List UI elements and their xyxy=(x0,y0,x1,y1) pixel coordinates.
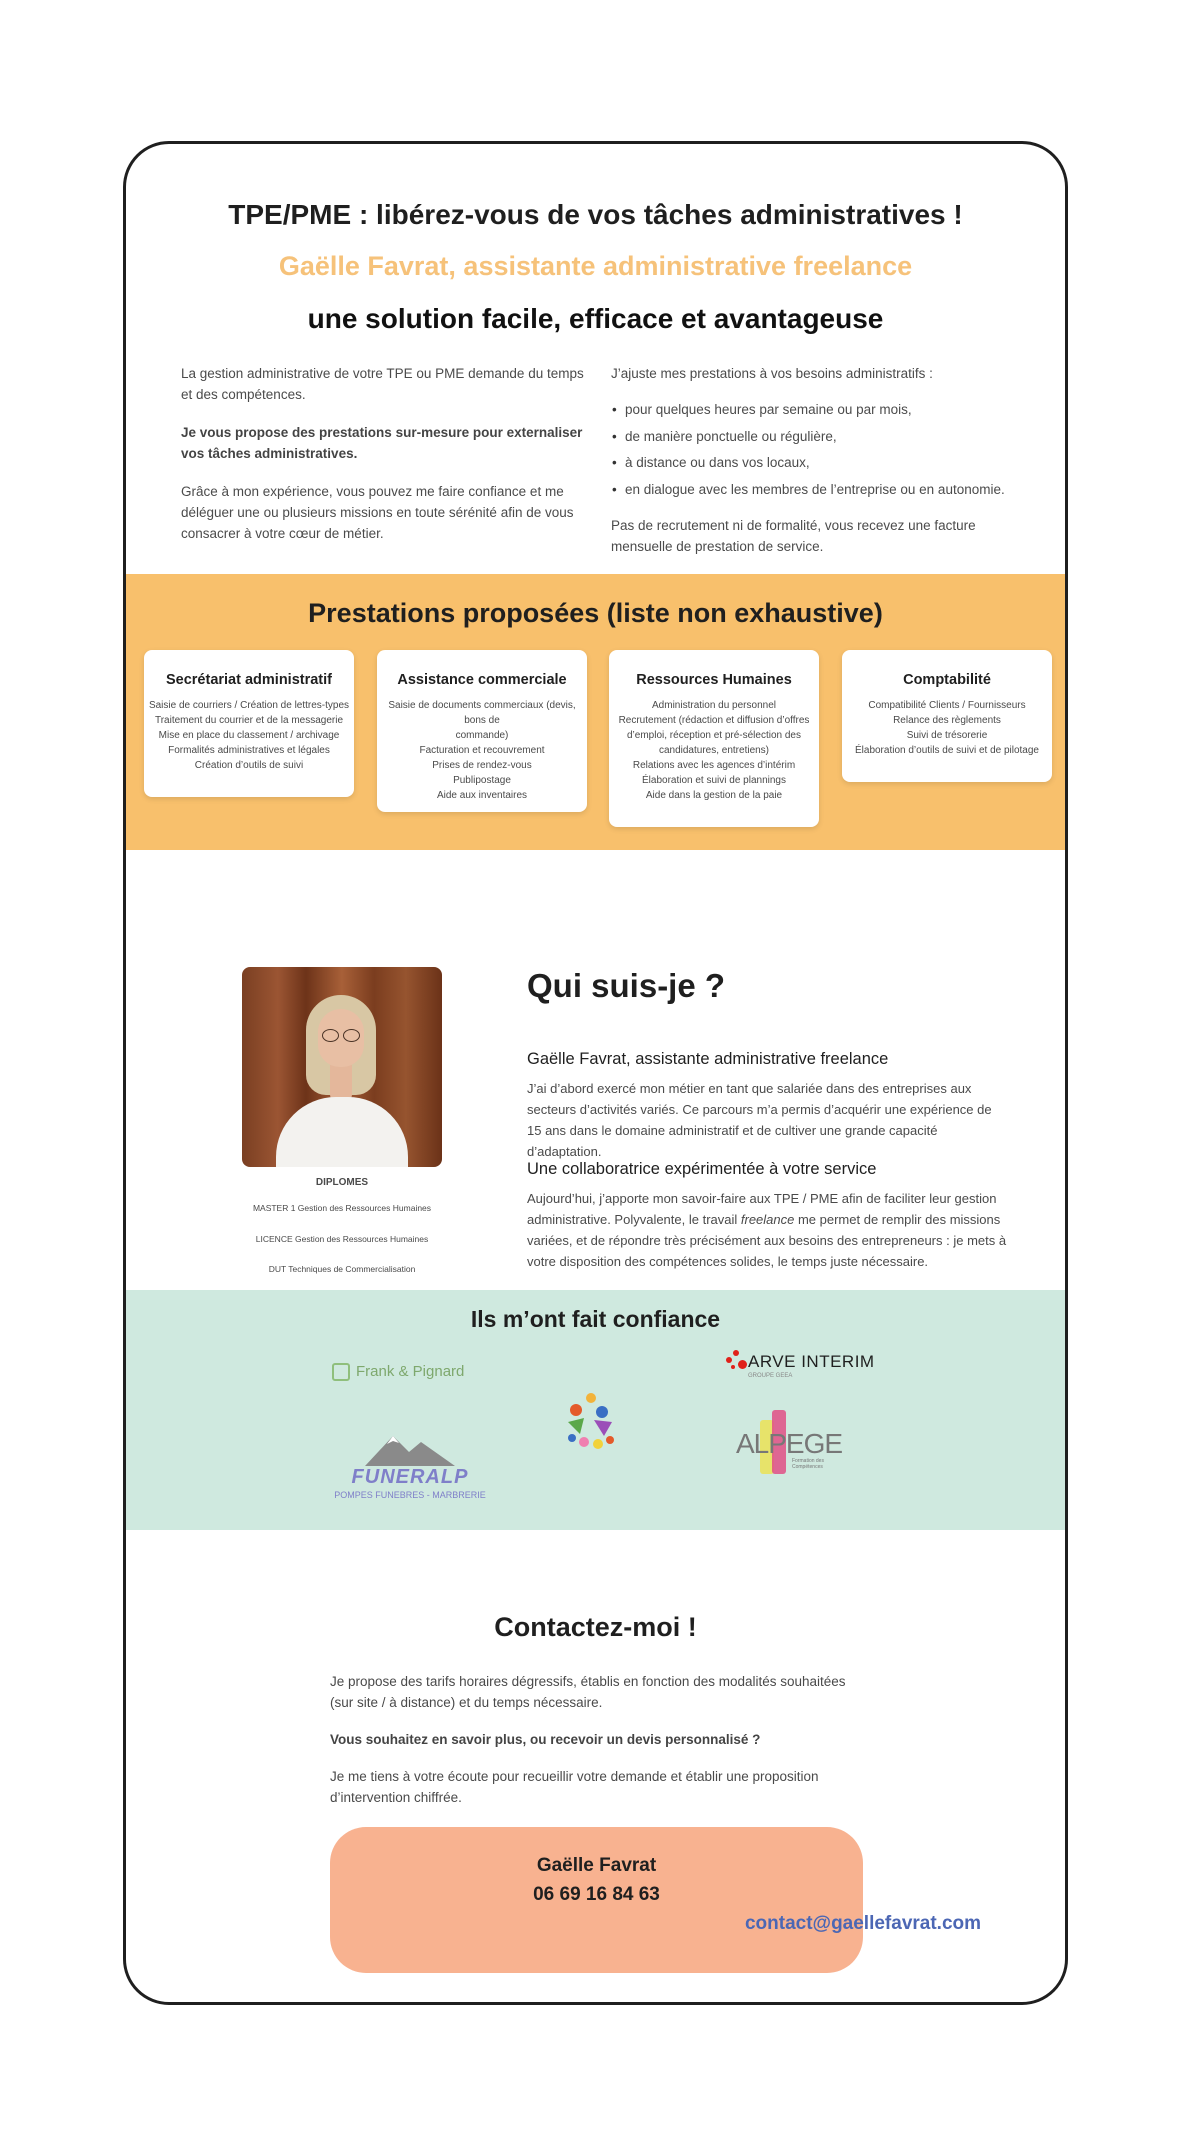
hero-title: TPE/PME : libérez-vous de vos tâches administratives ! xyxy=(228,199,963,230)
hero-list-item: • de manière ponctuelle ou régulière, xyxy=(611,424,1031,451)
contact-paragraph-bold: Vous souhaitez en savoir plus, ou recevoir un devis personnalisé ? xyxy=(330,1732,761,1747)
clients-title: Ils m’ont fait confiance xyxy=(470,1306,721,1332)
service-line: Élaboration et suivi de plannings xyxy=(642,775,786,786)
page-frame xyxy=(123,141,1068,2005)
hero-paragraph: Grâce à mon expérience, vous pouvez me faire confiance et me déléguer une ou plusieurs missions en toute sérénité afin de vous consacrer à votre cœur de métier. xyxy=(181,484,574,541)
service-line: Aide aux inventaires xyxy=(436,790,528,801)
hero-list-item: • pour quelques heures par semaine ou par mois, xyxy=(611,397,1031,424)
service-line: Recrutement (rédaction et diffusion d’offres xyxy=(618,715,810,726)
frank-pignard-logo: Frank & Pignard xyxy=(332,1358,472,1388)
about-paragraph: Aujourd’hui, j’apporte mon savoir-faire aux TPE / PME afin de faciliter leur gestion administrative. Polyvalente, le travail freelance me permet de remplir des missions variées, et de répondre très précisément aux besoins des entrepreneurs : je mets à votre disposition des compétences solides, le temps juste nécessaire. xyxy=(527,1191,1007,1269)
kids-logo-icon xyxy=(556,1388,626,1458)
service-line: Prises de rendez-vous xyxy=(432,760,532,771)
about-title: Qui suis-je ? xyxy=(527,967,726,1004)
service-card-rh xyxy=(609,650,819,827)
diplomes-title: DIPLOMES xyxy=(315,1177,369,1188)
service-card-title: Ressources Humaines xyxy=(636,672,792,688)
diplome-item: MASTER 1 Gestion des Ressources Humaines xyxy=(252,1203,432,1213)
hero-paragraph: La gestion administrative de votre TPE ou PME demande du temps et des compétences. xyxy=(181,366,584,402)
about-heading: Une collaboratrice expérimentée à votre service xyxy=(527,1160,877,1178)
service-line: Création d’outils de suivi xyxy=(194,760,304,771)
service-line: Publipostage xyxy=(453,775,511,786)
hero-list-item: • en dialogue avec les membres de l’entreprise ou en autonomie. xyxy=(611,477,1031,504)
service-line: Relations avec les agences d’intérim xyxy=(632,760,796,771)
diplome-item: DUT Techniques de Commercialisation xyxy=(268,1264,416,1274)
contact-paragraph: Je me tiens à votre écoute pour recueillir votre demande et établir une proposition d’intervention chiffrée. xyxy=(330,1769,819,1805)
contact-paragraph: Je propose des tarifs horaires dégressifs, établis en fonction des modalités souhaitées (sur site / à distance) et du temps nécessaire. xyxy=(330,1674,846,1710)
hero-right-column xyxy=(611,363,1031,574)
hero-list-item: • à distance ou dans vos locaux, xyxy=(611,450,1031,477)
service-card-title: Assistance commerciale xyxy=(397,672,567,688)
hero-tagline: une solution facile, efficace et avantageuse xyxy=(307,303,884,334)
service-line: Saisie de courriers / Création de lettres-types xyxy=(148,700,350,711)
service-line: Facturation et recouvrement xyxy=(419,745,545,756)
service-line: d’emploi, réception et pré-sélection des xyxy=(627,730,801,741)
diplome-item: LICENCE Gestion des Ressources Humaines xyxy=(255,1234,429,1244)
contact-section xyxy=(126,1530,1065,2005)
service-card-secretariat xyxy=(144,650,354,797)
about-heading: Gaëlle Favrat, assistante administrative freelance xyxy=(527,1050,889,1068)
about-section xyxy=(126,850,1065,1290)
service-card-title: Comptabilité xyxy=(903,672,991,688)
hero-list-intro: J’ajuste mes prestations à vos besoins administratifs : xyxy=(611,366,933,381)
contact-card xyxy=(330,1827,982,1973)
service-line: candidatures, entretiens) xyxy=(658,745,770,756)
service-line: Traitement du courrier et de la messagerie xyxy=(154,715,344,726)
hero-section xyxy=(126,144,1065,574)
service-line: Relance des règlements xyxy=(893,715,1001,726)
hero-list xyxy=(611,397,1031,503)
contact-phone[interactable]: 06 69 16 84 63 xyxy=(533,1884,660,1905)
clients-section xyxy=(126,1290,1065,1530)
profile-photo xyxy=(242,967,442,1167)
service-line: Saisie de documents commerciaux (devis, bons de xyxy=(388,700,576,726)
hero-subtitle: Gaëlle Favrat, assistante administrative freelance xyxy=(278,251,913,281)
contact-name: Gaëlle Favrat xyxy=(536,1855,657,1876)
service-line: commande) xyxy=(455,730,509,741)
service-line: Administration du personnel xyxy=(652,700,776,711)
arve-interim-logo: ARVE INTERIM GROUPE GEEA xyxy=(726,1348,866,1388)
service-card-commercial xyxy=(377,650,587,812)
alpege-logo: ALPEGE Formation des Compétences xyxy=(736,1408,826,1480)
service-line: Compatibilité Clients / Fournisseurs xyxy=(868,700,1026,711)
about-paragraph: J’ai d’abord exercé mon métier en tant que salariée dans des entreprises aux secteurs d’activités variés. Ce parcours m’a permis d’acquérir une expérience de 15 ans dans le domaine administratif et de cultiver une grande capacité d’adaptation. xyxy=(527,1081,992,1159)
contact-title: Contactez-moi ! xyxy=(494,1612,697,1642)
contact-email-link[interactable]: contact@gaellefavrat.com xyxy=(744,1913,982,1934)
service-line: Élaboration d’outils de suivi et de pilotage xyxy=(854,745,1039,756)
service-line: Mise en place du classement / archivage xyxy=(158,730,340,741)
service-card-comptabilite xyxy=(842,650,1052,782)
hero-outro: Pas de recrutement ni de formalité, vous recevez une facture mensuelle de prestation de service. xyxy=(611,518,976,554)
services-section xyxy=(126,574,1065,850)
hero-paragraph-bold: Je vous propose des prestations sur-mesure pour externaliser vos tâches administratives. xyxy=(181,425,583,461)
service-card-title: Secrétariat administratif xyxy=(165,672,332,688)
services-title: Prestations proposées (liste non exhaustive) xyxy=(308,598,883,628)
service-line: Aide dans la gestion de la paie xyxy=(645,790,783,801)
hero-left-column xyxy=(181,363,591,561)
funeralp-logo: FUNERALP POMPES FUNEBRES - MARBRERIE xyxy=(331,1430,489,1506)
service-line: Formalités administratives et légales xyxy=(168,745,330,756)
service-line: Suivi de trésorerie xyxy=(906,730,988,741)
